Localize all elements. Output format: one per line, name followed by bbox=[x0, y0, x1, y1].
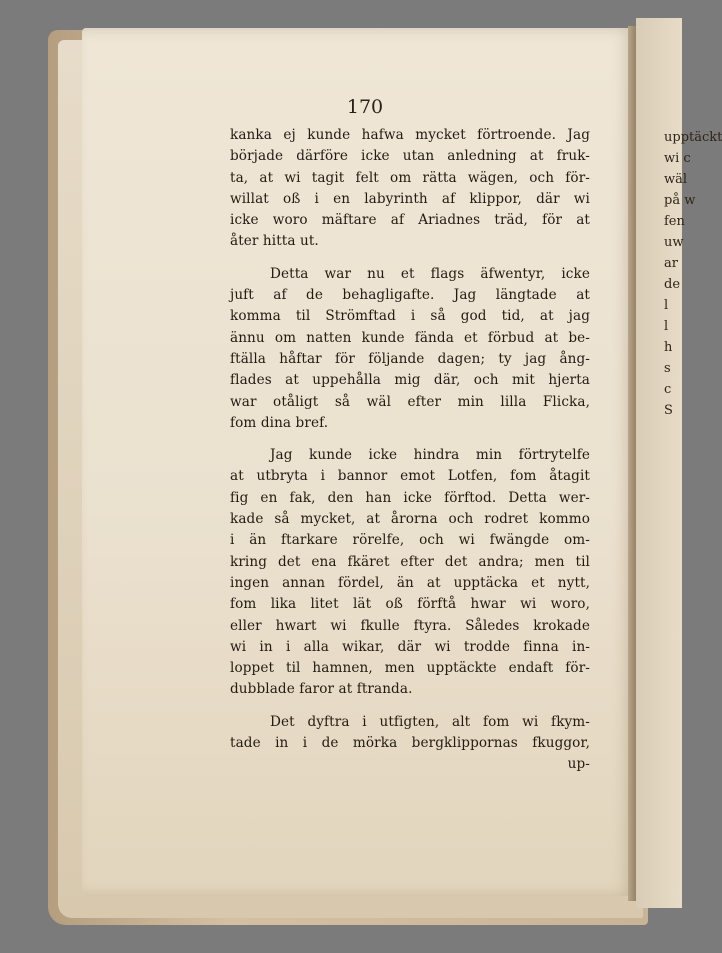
facing-page-fragment: wäl bbox=[664, 172, 688, 187]
facing-page-fragment: upptäckt bbox=[664, 130, 722, 145]
text-line: komma til Strömftad i så god tid, at jag bbox=[230, 308, 590, 325]
text-line: fom lika litet lät oß förftå hwar wi woro, bbox=[230, 596, 590, 613]
facing-page bbox=[636, 18, 722, 908]
paragraph-4 bbox=[230, 712, 590, 755]
facing-page-fragment: l bbox=[664, 298, 669, 313]
text-line: Det dyftra i utfigten, alt fom wi fkym- bbox=[270, 713, 590, 730]
text-line: ftälla håftar för följande dagen; ty jag ång- bbox=[230, 350, 590, 367]
paragraph-1 bbox=[230, 125, 590, 253]
facing-page-fragment: wi c bbox=[664, 151, 691, 166]
text-line: ingen annan fördel, än at upptäcka et nytt, bbox=[230, 574, 590, 591]
text-line: fig en fak, den han icke förftod. Detta wer- bbox=[230, 489, 590, 506]
text-line: tade in i de mörka bergklippornas fkuggor, bbox=[230, 735, 590, 752]
text-line: loppet til hamnen, men upptäckte endaft för- bbox=[230, 660, 590, 677]
text-line: wi in i alla wikar, där wi trodde finna in- bbox=[230, 638, 590, 655]
facing-page-fragment: de bbox=[664, 277, 681, 292]
text-line: willat oß i en labyrinth af klippor, där wi bbox=[230, 190, 590, 207]
text-line: eller hwart wi fkulle ftyra. Således krokade bbox=[230, 617, 590, 634]
facing-page-fragment: h bbox=[664, 340, 673, 355]
facing-page-fragment: ar bbox=[664, 256, 678, 271]
facing-page-fragment: fen bbox=[664, 214, 685, 229]
text-line: kanka ej kunde hafwa mycket förtroende. Jag bbox=[230, 127, 590, 143]
catchword: up- bbox=[567, 756, 590, 773]
text-line: icke woro mäftare af Ariadnes träd, för at bbox=[230, 212, 590, 229]
text-line: ta, at wi tagit felt om rätta wägen, och för- bbox=[230, 169, 590, 186]
text-line: war otåligt så wäl efter min lilla Flicka, bbox=[230, 393, 590, 410]
facing-page-fragment: s bbox=[664, 361, 671, 376]
text-line: ännu om natten kunde fända et förbud at be- bbox=[230, 329, 590, 346]
text-line: kade så mycket, at årorna och rodret kommo bbox=[230, 511, 590, 528]
text-line: åter hitta ut. bbox=[230, 233, 319, 250]
text-line: juft af de behagligafte. Jag längtade at bbox=[230, 287, 590, 304]
page-number: 170 bbox=[346, 96, 384, 118]
text-line: kring det ena fkäret efter det andra; men til bbox=[230, 553, 590, 570]
paragraph-2 bbox=[230, 264, 590, 434]
text-line: i än ftarkare rörelfe, och wi fwängde om- bbox=[230, 532, 590, 549]
text-line: dubblade faror at ftranda. bbox=[230, 681, 413, 698]
text-line: fom dina bref. bbox=[230, 414, 329, 431]
facing-page-fragment: på w bbox=[664, 193, 696, 208]
text-line: flades at uppehålla mig där, och mit hjerta bbox=[230, 372, 590, 389]
catchword-row bbox=[230, 754, 590, 775]
text-line: började därföre icke utan anledning at fruk- bbox=[230, 148, 590, 165]
facing-page-fragment: c bbox=[664, 382, 672, 397]
paragraph-3 bbox=[230, 445, 590, 701]
text-line: at utbryta i bannor emot Lotfen, fom åtagit bbox=[230, 468, 590, 485]
facing-page-fragment: uw bbox=[664, 235, 684, 250]
page-text bbox=[230, 125, 590, 776]
facing-page-fragment: l bbox=[664, 319, 669, 334]
text-line: Jag kunde icke hindra min förtrytelfe bbox=[270, 447, 590, 464]
facing-page-fragment: S bbox=[664, 403, 673, 418]
text-line: Detta war nu et flags äfwentyr, icke bbox=[270, 265, 590, 282]
